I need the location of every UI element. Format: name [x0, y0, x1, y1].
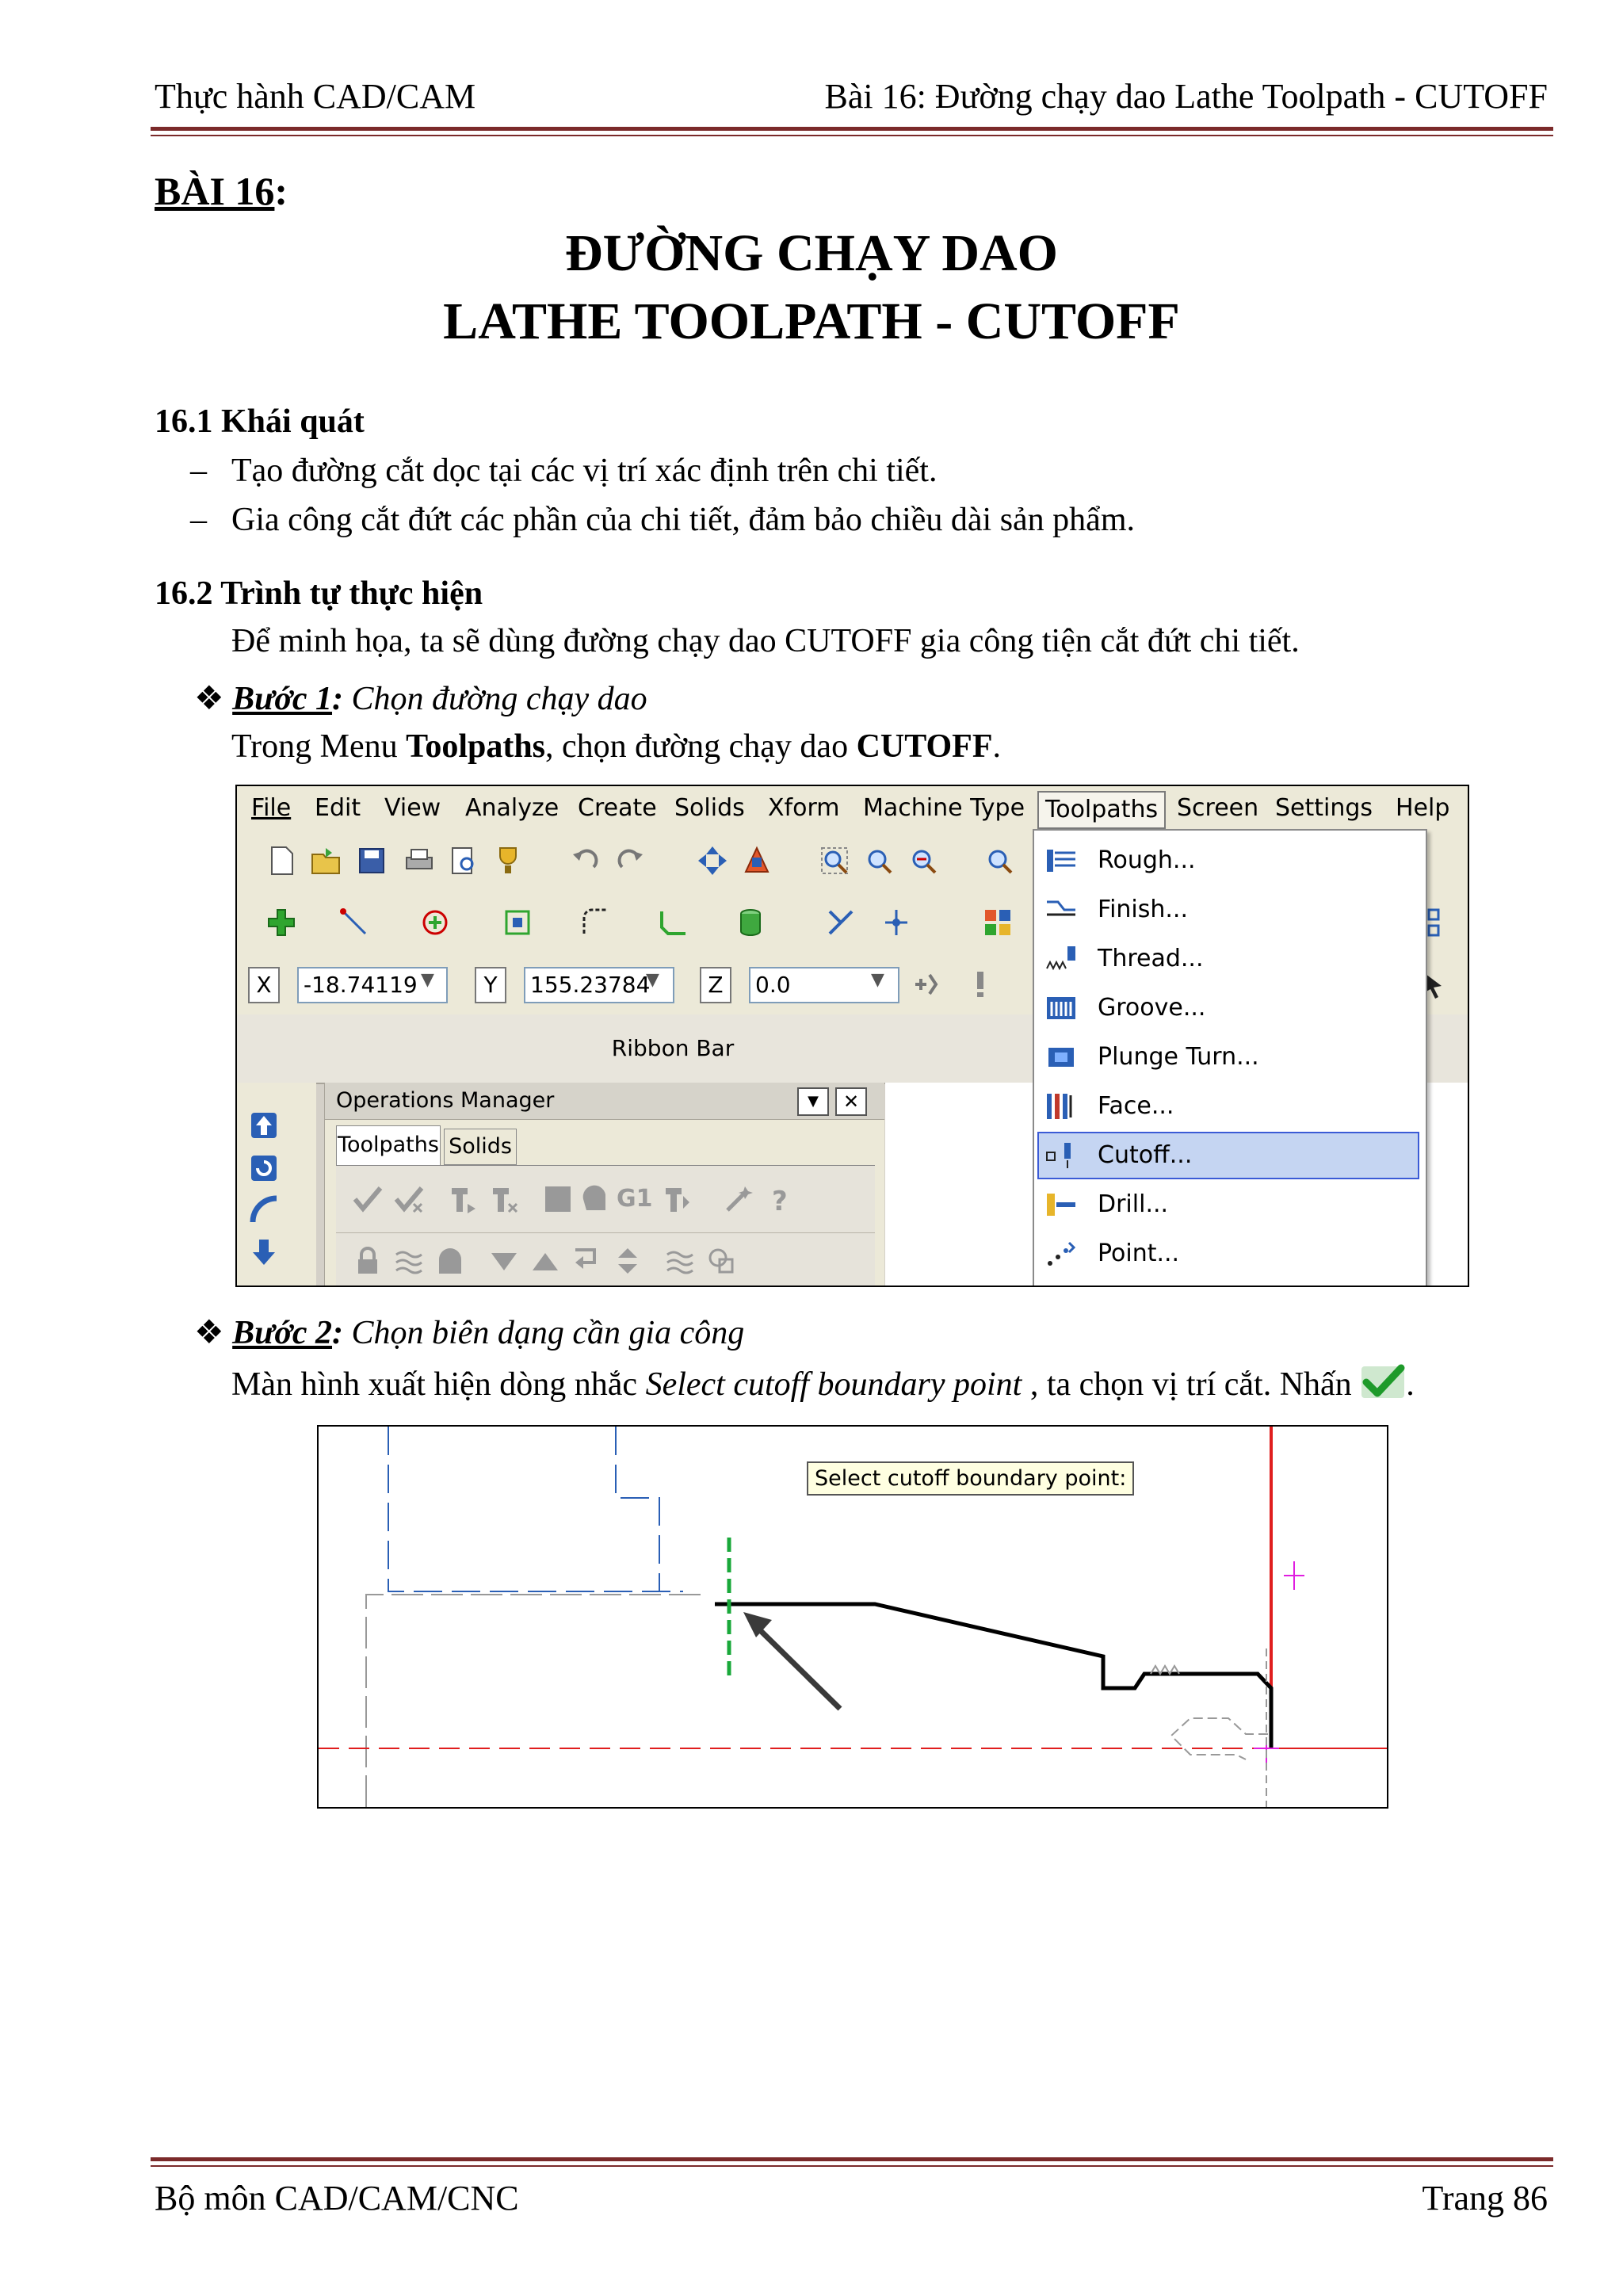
high-speed-icon[interactable]	[661, 1183, 693, 1215]
menu-item-drill[interactable]: Drill...	[1034, 1181, 1423, 1228]
z-coord-input[interactable]: 0.0	[749, 967, 899, 1003]
footer-rule-thin	[151, 2165, 1553, 2167]
screenshot-toolpaths-menu	[235, 785, 1469, 1287]
menu-screen[interactable]: Screen	[1177, 794, 1259, 822]
menu-item-cutoff[interactable]: Cutoff...	[1037, 1132, 1419, 1179]
chamfer-icon[interactable]	[657, 907, 689, 938]
toggle-posting-icon[interactable]	[434, 1245, 466, 1277]
select-invalid-icon[interactable]	[393, 1183, 425, 1215]
face-icon	[1045, 1092, 1077, 1121]
verify-icon[interactable]	[579, 1183, 610, 1215]
menu-toolpaths[interactable]: Toolpaths	[1037, 791, 1166, 829]
ops-manager-titlebar	[325, 1083, 884, 1120]
menu-solids[interactable]: Solids	[674, 794, 745, 822]
step1-heading: ❖ Bước 1: Chọn đường chạy dao	[194, 681, 647, 717]
cutoff-icon	[1045, 1141, 1077, 1170]
regenerate-dirty-icon[interactable]	[488, 1183, 520, 1215]
plunge-turn-icon	[1045, 1043, 1077, 1072]
step2-heading: ❖ Bước 2: Chọn biên dạng cần gia công	[194, 1315, 745, 1351]
tab-toolpaths[interactable]: Toolpaths	[336, 1125, 441, 1166]
fast-point-icon[interactable]	[912, 968, 944, 1000]
header-rule-thin	[151, 135, 1553, 136]
overlap-icon[interactable]	[705, 1245, 737, 1277]
menu-analyze[interactable]: Analyze	[465, 794, 559, 822]
step1-text: Trong Menu Toolpaths, chọn đường chạy dao CUTOFF.	[231, 728, 1001, 765]
lock-icon[interactable]	[352, 1245, 384, 1277]
section1-heading: 16.1 Khái quát	[155, 403, 365, 440]
zoom-previous-icon[interactable]	[983, 845, 1015, 877]
circle-create-icon[interactable]	[419, 907, 451, 938]
y-dropdown-arrow-icon[interactable]: ▼	[646, 970, 659, 990]
menu-xform[interactable]: Xform	[768, 794, 840, 822]
menu-edit[interactable]: Edit	[315, 794, 361, 822]
ops-dropdown-icon[interactable]: ▼	[797, 1087, 829, 1116]
footer-left: Bộ môn CAD/CAM/CNC	[155, 2179, 519, 2218]
arc-icon[interactable]	[248, 1194, 280, 1225]
menu-item-plunge-turn[interactable]: Plunge Turn...	[1034, 1033, 1423, 1081]
new-file-icon[interactable]	[265, 845, 297, 877]
lesson-title-line1: ĐƯỜNG CHẠY DAO	[564, 224, 1059, 282]
regenerate-icon[interactable]	[447, 1183, 479, 1215]
select-all-icon[interactable]	[352, 1183, 384, 1215]
z-coord-button[interactable]: Z	[700, 967, 731, 1003]
thread-icon	[1045, 945, 1077, 973]
section2-intro: Để minh họa, ta sẽ dùng đường chạy dao CUTOFF gia công tiện cắt đứt chi tiết.	[231, 623, 1300, 659]
header-right: Bài 16: Đường chạy dao Lathe Toolpath - CUTOFF	[824, 77, 1548, 116]
rotate-icon[interactable]	[248, 1152, 280, 1184]
redo-icon[interactable]	[614, 845, 646, 877]
move-down-icon[interactable]	[488, 1245, 520, 1277]
scroll-icon[interactable]	[612, 1245, 643, 1277]
trim-icon[interactable]	[825, 907, 857, 938]
cutoff-prompt-tooltip: Select cutoff boundary point:	[807, 1461, 1134, 1496]
menu-view[interactable]: View	[384, 794, 441, 822]
lesson-label: BÀI 16:	[155, 169, 288, 213]
menu-help[interactable]: Help	[1396, 794, 1450, 822]
arrow-up-icon[interactable]	[248, 1110, 280, 1141]
save-icon[interactable]	[356, 845, 388, 877]
rectangle-create-icon[interactable]	[502, 907, 533, 938]
header-left: Thực hành CAD/CAM	[155, 77, 476, 116]
zoom-fit-icon[interactable]	[863, 845, 895, 877]
menubar	[237, 786, 1468, 831]
undo-icon[interactable]	[570, 845, 601, 877]
ok-checkmark-icon	[1360, 1363, 1406, 1400]
point-create-icon[interactable]	[265, 907, 297, 938]
arrow-down-icon[interactable]	[248, 1236, 280, 1268]
finish-icon	[1045, 896, 1077, 924]
menu-settings[interactable]: Settings	[1275, 794, 1373, 822]
ops-toolbar-divider	[336, 1232, 875, 1233]
toggle-display-icon[interactable]	[393, 1245, 425, 1277]
section2-heading: 16.2 Trình tự thực hiện	[155, 575, 483, 612]
y-coord-button[interactable]: Y	[475, 967, 506, 1003]
tab-solids[interactable]: Solids	[444, 1129, 517, 1165]
g1-post-button[interactable]: G1	[617, 1185, 653, 1213]
menu-item-thread[interactable]: Thread...	[1034, 935, 1423, 983]
menu-machine-type[interactable]: Machine Type	[863, 794, 1025, 822]
wand-icon[interactable]	[723, 1183, 754, 1215]
solid-cylinder-icon[interactable]	[735, 907, 766, 938]
step2-text: Màn hình xuất hiện dòng nhắc Select cutoff boundary point , ta chọn vị trí cắt. Nhấn .	[231, 1363, 1415, 1404]
print-preview-icon[interactable]	[448, 845, 479, 877]
menu-create[interactable]: Create	[578, 794, 657, 822]
ops-close-icon[interactable]: ✕	[835, 1087, 867, 1116]
z-dropdown-arrow-icon[interactable]: ▼	[871, 970, 884, 990]
line-create-icon[interactable]	[338, 907, 370, 938]
footer-rule-thick	[151, 2157, 1553, 2161]
ops-manager-title: Operations Manager	[336, 1088, 555, 1113]
single-display-icon[interactable]	[664, 1245, 696, 1277]
print-icon[interactable]	[403, 845, 435, 877]
toolpath-grid-icon[interactable]	[982, 907, 1014, 938]
zoom-out-icon[interactable]	[907, 845, 939, 877]
ribbon-bar-label: Ribbon Bar	[611, 1035, 735, 1061]
fillet-icon[interactable]	[579, 907, 611, 938]
menu-item-finish[interactable]: Finish...	[1034, 886, 1423, 934]
menu-item-point[interactable]: Point...	[1034, 1230, 1423, 1278]
ops-toolbar-area	[336, 1165, 875, 1286]
help-icon[interactable]	[764, 1183, 796, 1215]
header-rule-thick	[151, 127, 1553, 131]
trophy-icon[interactable]	[492, 845, 524, 877]
x-coord-input[interactable]: -18.74119	[297, 967, 448, 1003]
drill-icon	[1045, 1190, 1077, 1219]
screenshot-cutoff-boundary	[317, 1425, 1388, 1809]
svg-text:?: ?	[772, 1186, 788, 1215]
menu-item-rough[interactable]: Rough...	[1034, 837, 1423, 884]
x-coord-button[interactable]: X	[248, 967, 280, 1003]
section1-bullet-2: – Gia công cắt đứt các phần của chi tiết, đảm bảo chiều dài sản phẩm.	[190, 502, 1135, 538]
y-coord-input[interactable]: 155.23784	[524, 967, 674, 1003]
pan-icon[interactable]	[697, 845, 728, 877]
menu-item-groove[interactable]: Groove...	[1034, 984, 1423, 1032]
menu-item-face[interactable]: Face...	[1034, 1083, 1423, 1130]
operations-manager-panel	[324, 1083, 884, 1286]
section1-bullet-1: – Tạo đường cắt dọc tại các vị trí xác định trên chi tiết.	[190, 453, 938, 489]
rough-icon	[1045, 846, 1077, 875]
toolpaths-dropdown	[1033, 829, 1427, 1287]
backplot-icon[interactable]	[542, 1183, 574, 1215]
groove-icon	[1045, 994, 1077, 1022]
zoom-window-icon[interactable]	[819, 845, 850, 877]
open-file-icon[interactable]	[310, 845, 342, 877]
autocursor-icon[interactable]	[964, 968, 996, 1000]
insert-arrow-icon[interactable]	[571, 1245, 602, 1277]
shape-icon[interactable]	[741, 845, 773, 877]
footer-page-number: Trang 86	[1422, 2179, 1548, 2218]
break-icon[interactable]	[880, 907, 912, 938]
left-icon-strip	[237, 1083, 316, 1286]
move-up-icon[interactable]	[529, 1245, 561, 1277]
x-dropdown-arrow-icon[interactable]: ▼	[421, 970, 434, 990]
lesson-title-line2: LATHE TOOLPATH - CUTOFF	[443, 292, 1180, 350]
menu-file[interactable]: File	[251, 794, 292, 822]
point-icon	[1045, 1240, 1077, 1268]
